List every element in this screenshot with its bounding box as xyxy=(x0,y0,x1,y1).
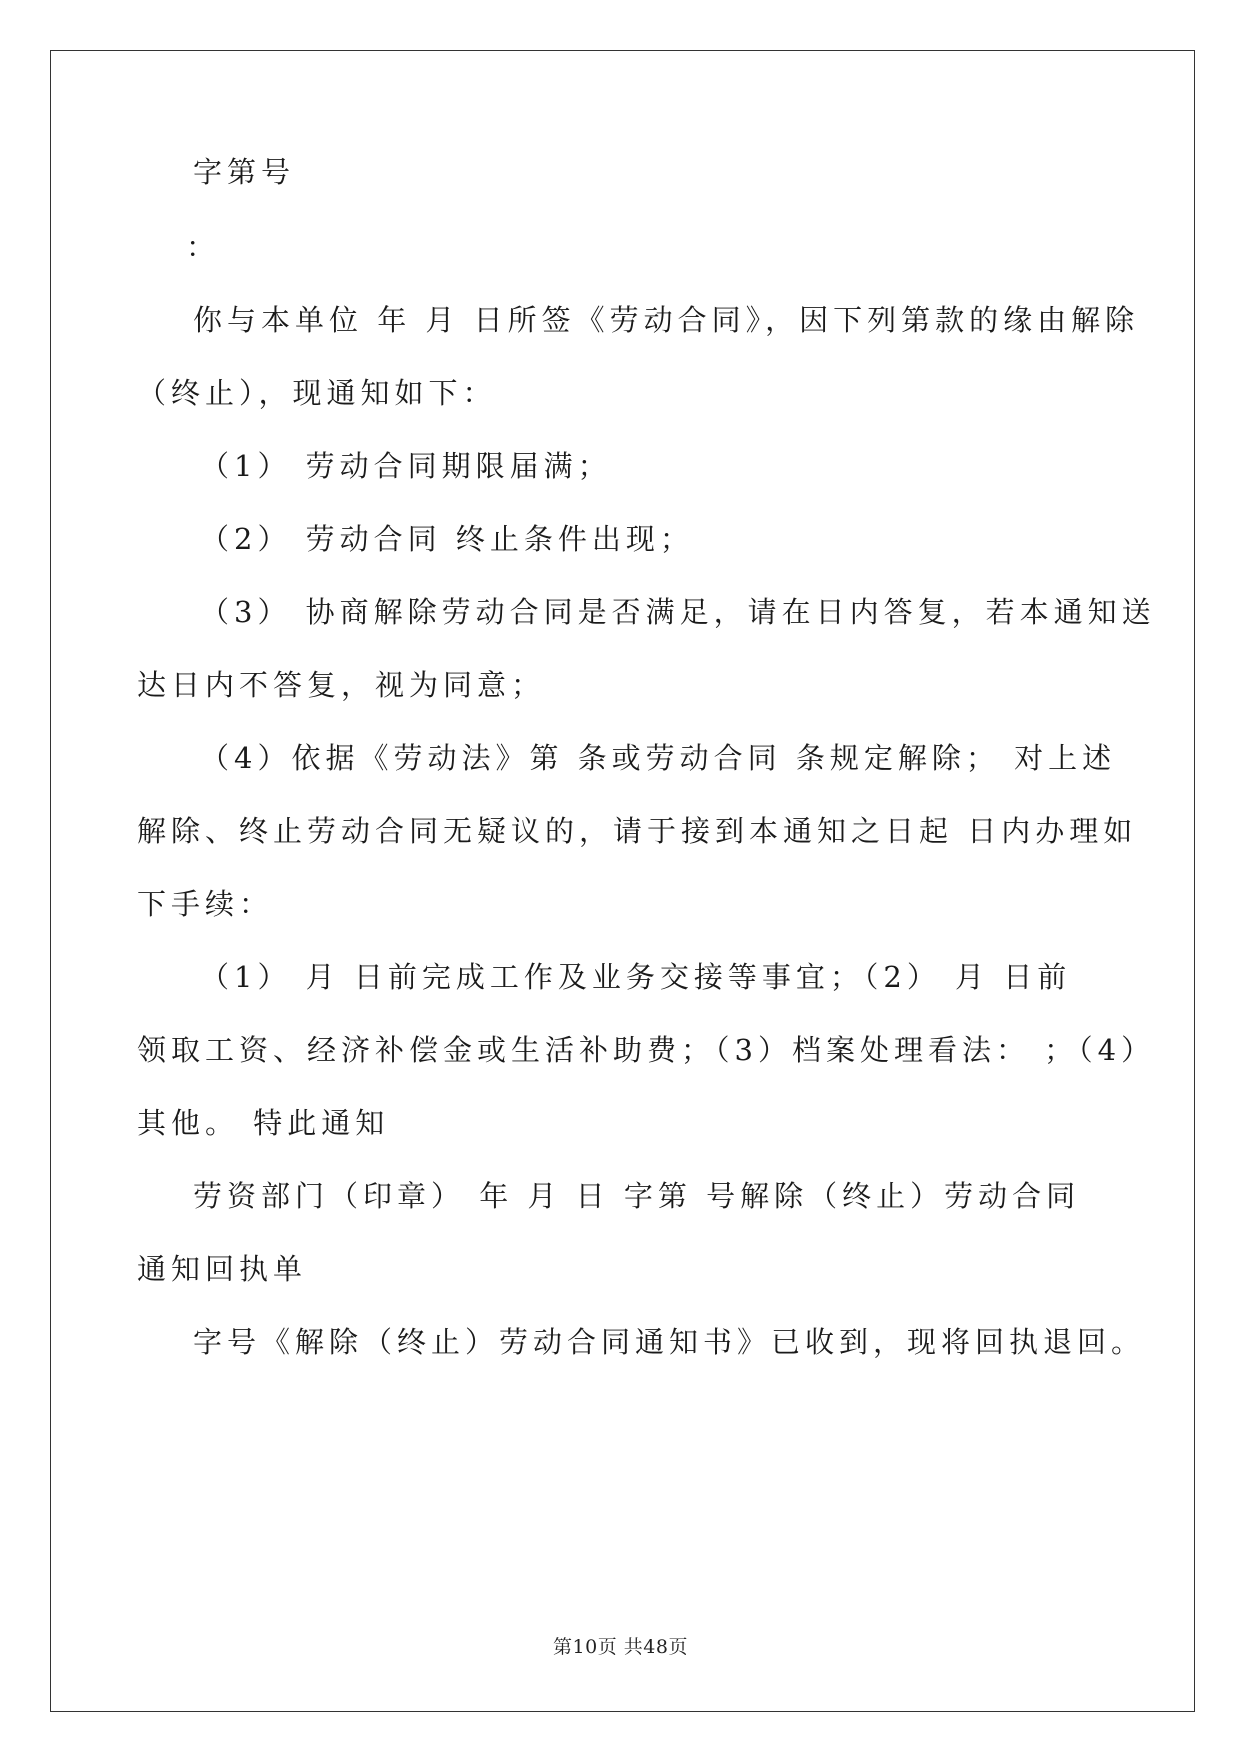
text-line: （1） 劳动合同期限届满； xyxy=(200,449,612,483)
text-line: 字第号 xyxy=(193,155,296,189)
text-line: 其他。 特此通知 xyxy=(137,1106,390,1140)
text-line: 领取工资、经济补偿金或生活补助费；（3）档案处理看法： ；（4） xyxy=(137,1033,1156,1067)
text-line: （1） 月 日前完成工作及业务交接等事宜；（2） 月 日前 xyxy=(200,960,1072,994)
text-line: 字号《解除（终止）劳动合同通知书》已收到，现将回执退回。 xyxy=(193,1325,1146,1359)
text-line: （终止），现通知如下： xyxy=(137,376,497,410)
text-line: （3） 协商解除劳动合同是否满足，请在日内答复，若本通知送 xyxy=(200,595,1156,629)
text-line: 下手续： xyxy=(137,887,274,921)
text-line: （2） 劳动合同 终止条件出现； xyxy=(200,522,694,556)
text-line: （4）依据《劳动法》第 条或劳动合同 条规定解除； 对上述 xyxy=(200,741,1117,775)
text-line: ： xyxy=(186,230,221,264)
text-line: 解除、终止劳动合同无疑议的，请于接到本通知之日起 日内办理如 xyxy=(137,814,1138,848)
text-line: 你与本单位 年 月 日所签《劳动合同》，因下列第款的缘由解除 xyxy=(193,303,1140,337)
text-line: 劳资部门（印章） 年 月 日 字第 号解除（终止）劳动合同 xyxy=(193,1179,1081,1213)
text-line: 通知回执单 xyxy=(137,1252,308,1286)
page-number-footer: 第10页 共48页 xyxy=(553,1636,688,1658)
text-line: 达日内不答复，视为同意； xyxy=(137,668,546,702)
